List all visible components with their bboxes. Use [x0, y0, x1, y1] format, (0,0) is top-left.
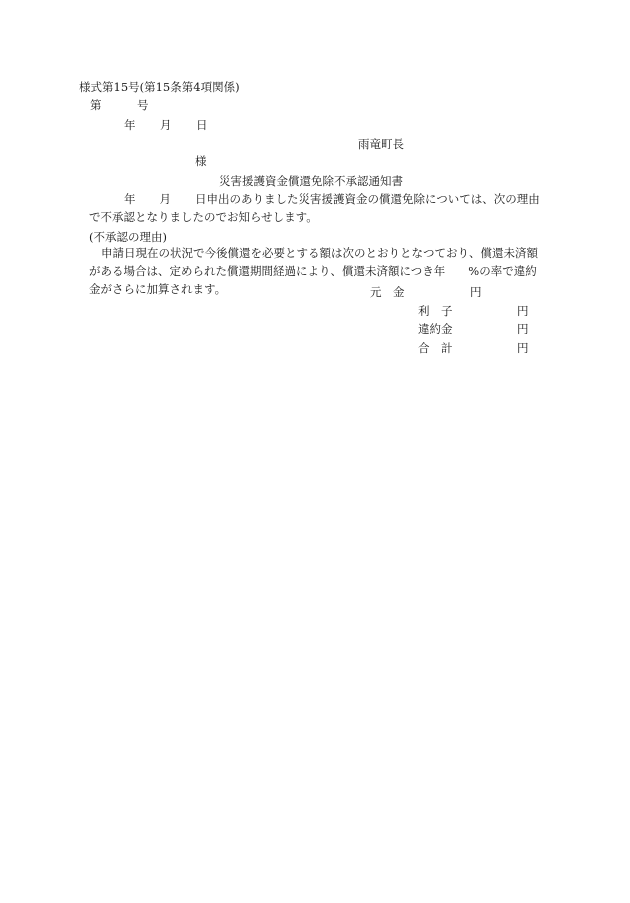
form-header: 様式第15号(第15条第4項関係)	[79, 80, 240, 94]
issue-date-month: 月	[160, 118, 172, 132]
issue-date-year: 年	[124, 118, 136, 132]
intro-year: 年	[124, 192, 136, 206]
reason-heading: (不承認の理由)	[89, 230, 167, 244]
reason-paragraph	[89, 244, 551, 298]
addressee-suffix: 様	[195, 154, 207, 168]
intro-paragraph	[89, 190, 551, 226]
document-title: 災害援護資金償還免除不承認通知書	[219, 174, 403, 188]
intro-rest: 日申出のありました災害援護資金の償還免除については、次の理由	[195, 192, 540, 206]
document-number-prefix: 第	[90, 98, 102, 112]
amount-label: 元 金	[370, 285, 405, 299]
reason-line: がある場合は、定められた償還期間経過により、償還未済額につき年 %の率で違約	[89, 264, 537, 278]
amount-label: 違約金	[418, 322, 453, 336]
amount-label: 利 子	[418, 304, 453, 318]
issuer-name: 雨竜町長	[358, 137, 404, 151]
intro-line	[89, 190, 551, 208]
issue-date-day: 日	[196, 118, 208, 132]
amount-unit: 円	[517, 322, 529, 336]
reason-line: 申請日現在の状況で今後償還を必要とする額は次のとおりとなつており、償還未済額	[101, 246, 538, 260]
reason-line: 金がさらに加算されます。	[89, 282, 227, 296]
amount-label: 合 計	[418, 341, 453, 355]
amount-unit: 円	[517, 341, 529, 355]
amount-unit: 円	[517, 304, 529, 318]
amount-unit: 円	[470, 285, 482, 299]
intro-line: で不承認となりましたのでお知らせします。	[89, 210, 318, 224]
intro-month: 月	[159, 192, 171, 206]
document-number-suffix: 号	[137, 98, 149, 112]
